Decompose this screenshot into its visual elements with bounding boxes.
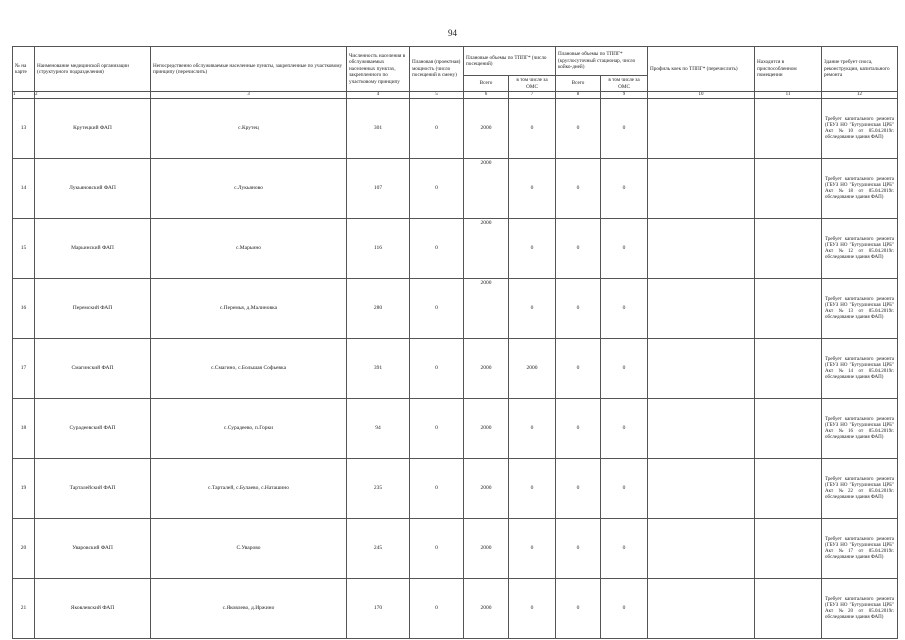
cell-visits-oms: 0 — [509, 459, 556, 519]
cell-visits-oms: 0 — [509, 99, 556, 159]
cell-capacity: 0 — [410, 399, 464, 459]
cell-bed-profile — [648, 159, 755, 219]
column-number: 2 — [35, 92, 151, 99]
cell-adapted — [755, 279, 822, 339]
header-visits-total: Всего — [464, 76, 509, 92]
cell-beds-oms: 0 — [601, 279, 648, 339]
table-row — [13, 159, 898, 219]
cell-building-note: Требует капитального ремонта (ГБУЗ НО "Бутурлинская ЦРБ" Акт №20 от 05.04.2019г. обследование здания ФАП) — [822, 579, 898, 639]
cell-population: 94 — [347, 399, 410, 459]
cell-visits-total: 2000 — [464, 519, 509, 579]
cell-bed-profile — [648, 99, 755, 159]
cell-building-note: Требует капитального ремонта (ГБУЗ НО "Бутурлинская ЦРБ" Акт №18 от 05.04.2019г. обследование здания ФАП) — [822, 159, 898, 219]
cell-capacity: 0 — [410, 159, 464, 219]
cell-visits-total: 2000 — [464, 399, 509, 459]
cell-organization: Лукьяновский ФАП — [35, 159, 151, 219]
header-organization: Наименование медицинской организации (структурного подразделения) — [35, 47, 151, 92]
cell-beds-total: 0 — [556, 519, 601, 579]
cell-bed-profile — [648, 399, 755, 459]
cell-map-number: 20 — [13, 519, 35, 579]
cell-visits-oms: 0 — [509, 279, 556, 339]
cell-settlements: с.Смагино, с.Большая Софьевка — [151, 339, 347, 399]
cell-building-note: Требует капитального ремонта (ГБУЗ НО "Бутурлинская ЦРБ" Акт №17 от 05.04.2019г. обследование здания ФАП) — [822, 519, 898, 579]
table-row — [13, 459, 898, 519]
cell-adapted — [755, 399, 822, 459]
cell-bed-profile — [648, 459, 755, 519]
cell-beds-oms: 0 — [601, 459, 648, 519]
cell-adapted — [755, 219, 822, 279]
header-visits: Плановые объемы по ТППГ* (число посещений) — [464, 47, 556, 76]
cell-population: 107 — [347, 159, 410, 219]
cell-map-number: 19 — [13, 459, 35, 519]
cell-building-note: Требует капитального ремонта (ГБУЗ НО "Бутурлинская ЦРБ" Акт №16 от 05.04.2019г. обследование здания ФАП) — [822, 399, 898, 459]
cell-population: 280 — [347, 279, 410, 339]
cell-capacity: 0 — [410, 579, 464, 639]
cell-building-note: Требует капитального ремонта (ГБУЗ НО "Бутурлинская ЦРБ" Акт №10 от 05.04.2019г. обследование здания ФАП) — [822, 99, 898, 159]
cell-beds-total: 0 — [556, 219, 601, 279]
cell-map-number: 15 — [13, 219, 35, 279]
header-beds-oms: в том числе за ОМС — [601, 76, 648, 92]
cell-beds-total: 0 — [556, 399, 601, 459]
cell-bed-profile — [648, 339, 755, 399]
cell-organization: Сурадеевский ФАП — [35, 399, 151, 459]
header-beds-total: Всего — [556, 76, 601, 92]
cell-population: 235 — [347, 459, 410, 519]
cell-organization: Тарталейский ФАП — [35, 459, 151, 519]
cell-beds-total: 0 — [556, 459, 601, 519]
cell-beds-total: 0 — [556, 279, 601, 339]
cell-visits-total: 2000 — [464, 159, 509, 219]
cell-capacity: 0 — [410, 519, 464, 579]
cell-visits-oms: 0 — [509, 399, 556, 459]
cell-settlements: с.Крутец — [151, 99, 347, 159]
cell-beds-oms: 0 — [601, 579, 648, 639]
cell-organization: Яковлевский ФАП — [35, 579, 151, 639]
cell-map-number: 21 — [13, 579, 35, 639]
column-number: 1 — [13, 92, 35, 99]
cell-map-number: 18 — [13, 399, 35, 459]
cell-bed-profile — [648, 279, 755, 339]
column-number: 8 — [556, 92, 601, 99]
cell-population: 391 — [347, 339, 410, 399]
cell-map-number: 16 — [13, 279, 35, 339]
header-settlements: Непосредственно обслуживаемые населенные пункты, закрепленные по участковому принципу (перечислить) — [151, 47, 347, 92]
header-adapted-premises: Находится в приспособленном помещении — [755, 47, 822, 92]
table-row — [13, 399, 898, 459]
cell-capacity: 0 — [410, 339, 464, 399]
cell-visits-total: 2000 — [464, 279, 509, 339]
table-row — [13, 579, 898, 639]
column-number: 3 — [151, 92, 347, 99]
header-building-state: Здание требует сноса, реконструкции, капитального ремонта — [822, 47, 898, 92]
cell-building-note: Требует капитального ремонта (ГБУЗ НО "Бутурлинская ЦРБ" Акт №13 от 05.04.2019г. обследование здания ФАП) — [822, 279, 898, 339]
cell-beds-oms: 0 — [601, 99, 648, 159]
cell-beds-oms: 0 — [601, 219, 648, 279]
table-row — [13, 279, 898, 339]
cell-adapted — [755, 579, 822, 639]
cell-adapted — [755, 459, 822, 519]
cell-visits-total: 2000 — [464, 459, 509, 519]
cell-settlements: С.Уварово — [151, 519, 347, 579]
cell-map-number: 14 — [13, 159, 35, 219]
cell-visits-oms: 2000 — [509, 339, 556, 399]
table-row — [13, 99, 898, 159]
column-number: 12 — [822, 92, 898, 99]
cell-beds-total: 0 — [556, 579, 601, 639]
cell-beds-oms: 0 — [601, 399, 648, 459]
cell-visits-oms: 0 — [509, 159, 556, 219]
cell-organization: Смагинский ФАП — [35, 339, 151, 399]
cell-visits-oms: 0 — [509, 519, 556, 579]
cell-capacity: 0 — [410, 279, 464, 339]
cell-bed-profile — [648, 519, 755, 579]
cell-beds-total: 0 — [556, 339, 601, 399]
column-number: 7 — [509, 92, 556, 99]
cell-visits-total: 2000 — [464, 219, 509, 279]
facilities-table — [12, 46, 898, 639]
cell-capacity: 0 — [410, 459, 464, 519]
cell-beds-oms: 0 — [601, 339, 648, 399]
header-map-number: № на карте — [13, 47, 35, 92]
cell-settlements: с.Сурадеево, п.Горки — [151, 399, 347, 459]
cell-visits-oms: 0 — [509, 579, 556, 639]
header-bed-days: Плановые объемы по ТППГ* (круглосуточный стационар, число койко-дней) — [556, 47, 648, 76]
cell-organization: Перемский ФАП — [35, 279, 151, 339]
cell-beds-total: 0 — [556, 99, 601, 159]
column-number: 10 — [648, 92, 755, 99]
column-number: 4 — [347, 92, 410, 99]
cell-settlements: с.Яковлево, д.Иржино — [151, 579, 347, 639]
cell-beds-total: 0 — [556, 159, 601, 219]
page-number: 94 — [448, 28, 457, 38]
column-number: 5 — [410, 92, 464, 99]
header-population: Численность населения в обслуживаемых населенных пунктах, закрепленного по участковому принципу — [347, 47, 410, 92]
column-number: 11 — [755, 92, 822, 99]
cell-visits-total: 2000 — [464, 99, 509, 159]
cell-adapted — [755, 519, 822, 579]
cell-visits-total: 2000 — [464, 579, 509, 639]
cell-adapted — [755, 159, 822, 219]
cell-population: 170 — [347, 579, 410, 639]
cell-adapted — [755, 99, 822, 159]
cell-building-note: Требует капитального ремонта (ГБУЗ НО "Бутурлинская ЦРБ" Акт №14 от 05.04.2019г. обследование здания ФАП) — [822, 339, 898, 399]
cell-settlements: с.Марьино — [151, 219, 347, 279]
cell-building-note: Требует капитального ремонта (ГБУЗ НО "Бутурлинская ЦРБ" Акт №22 от 05.04.2019г. обследование здания ФАП) — [822, 459, 898, 519]
cell-map-number: 13 — [13, 99, 35, 159]
cell-organization: Крутецкий ФАП — [35, 99, 151, 159]
cell-settlements: с.Тарталей, с.Булаево, с.Наташино — [151, 459, 347, 519]
cell-population: 245 — [347, 519, 410, 579]
cell-visits-oms: 0 — [509, 219, 556, 279]
header-bed-profile: Профиль коек по ТППГ* (перечислить) — [648, 47, 755, 92]
column-number: 9 — [601, 92, 648, 99]
cell-settlements: с.Лукьяново — [151, 159, 347, 219]
cell-settlements: с.Перемья, д.Малиновка — [151, 279, 347, 339]
cell-map-number: 17 — [13, 339, 35, 399]
cell-bed-profile — [648, 579, 755, 639]
cell-adapted — [755, 339, 822, 399]
cell-bed-profile — [648, 219, 755, 279]
cell-beds-oms: 0 — [601, 159, 648, 219]
cell-visits-total: 2000 — [464, 339, 509, 399]
cell-beds-oms: 0 — [601, 519, 648, 579]
cell-capacity: 0 — [410, 99, 464, 159]
column-number-row — [13, 92, 898, 99]
cell-building-note: Требует капитального ремонта (ГБУЗ НО "Бутурлинская ЦРБ" Акт №12 от 05.04.2019г. обследование здания ФАП) — [822, 219, 898, 279]
table-row — [13, 219, 898, 279]
cell-organization: Уваровский ФАП — [35, 519, 151, 579]
table-row — [13, 339, 898, 399]
cell-capacity: 0 — [410, 219, 464, 279]
header-capacity: Плановая (проектная) мощность (число посещений в смену) — [410, 47, 464, 92]
column-number: 6 — [464, 92, 509, 99]
table-row — [13, 519, 898, 579]
header-visits-oms: в том числе за ОМС — [509, 76, 556, 92]
cell-organization: Марьинский ФАП — [35, 219, 151, 279]
cell-population: 301 — [347, 99, 410, 159]
cell-population: 116 — [347, 219, 410, 279]
